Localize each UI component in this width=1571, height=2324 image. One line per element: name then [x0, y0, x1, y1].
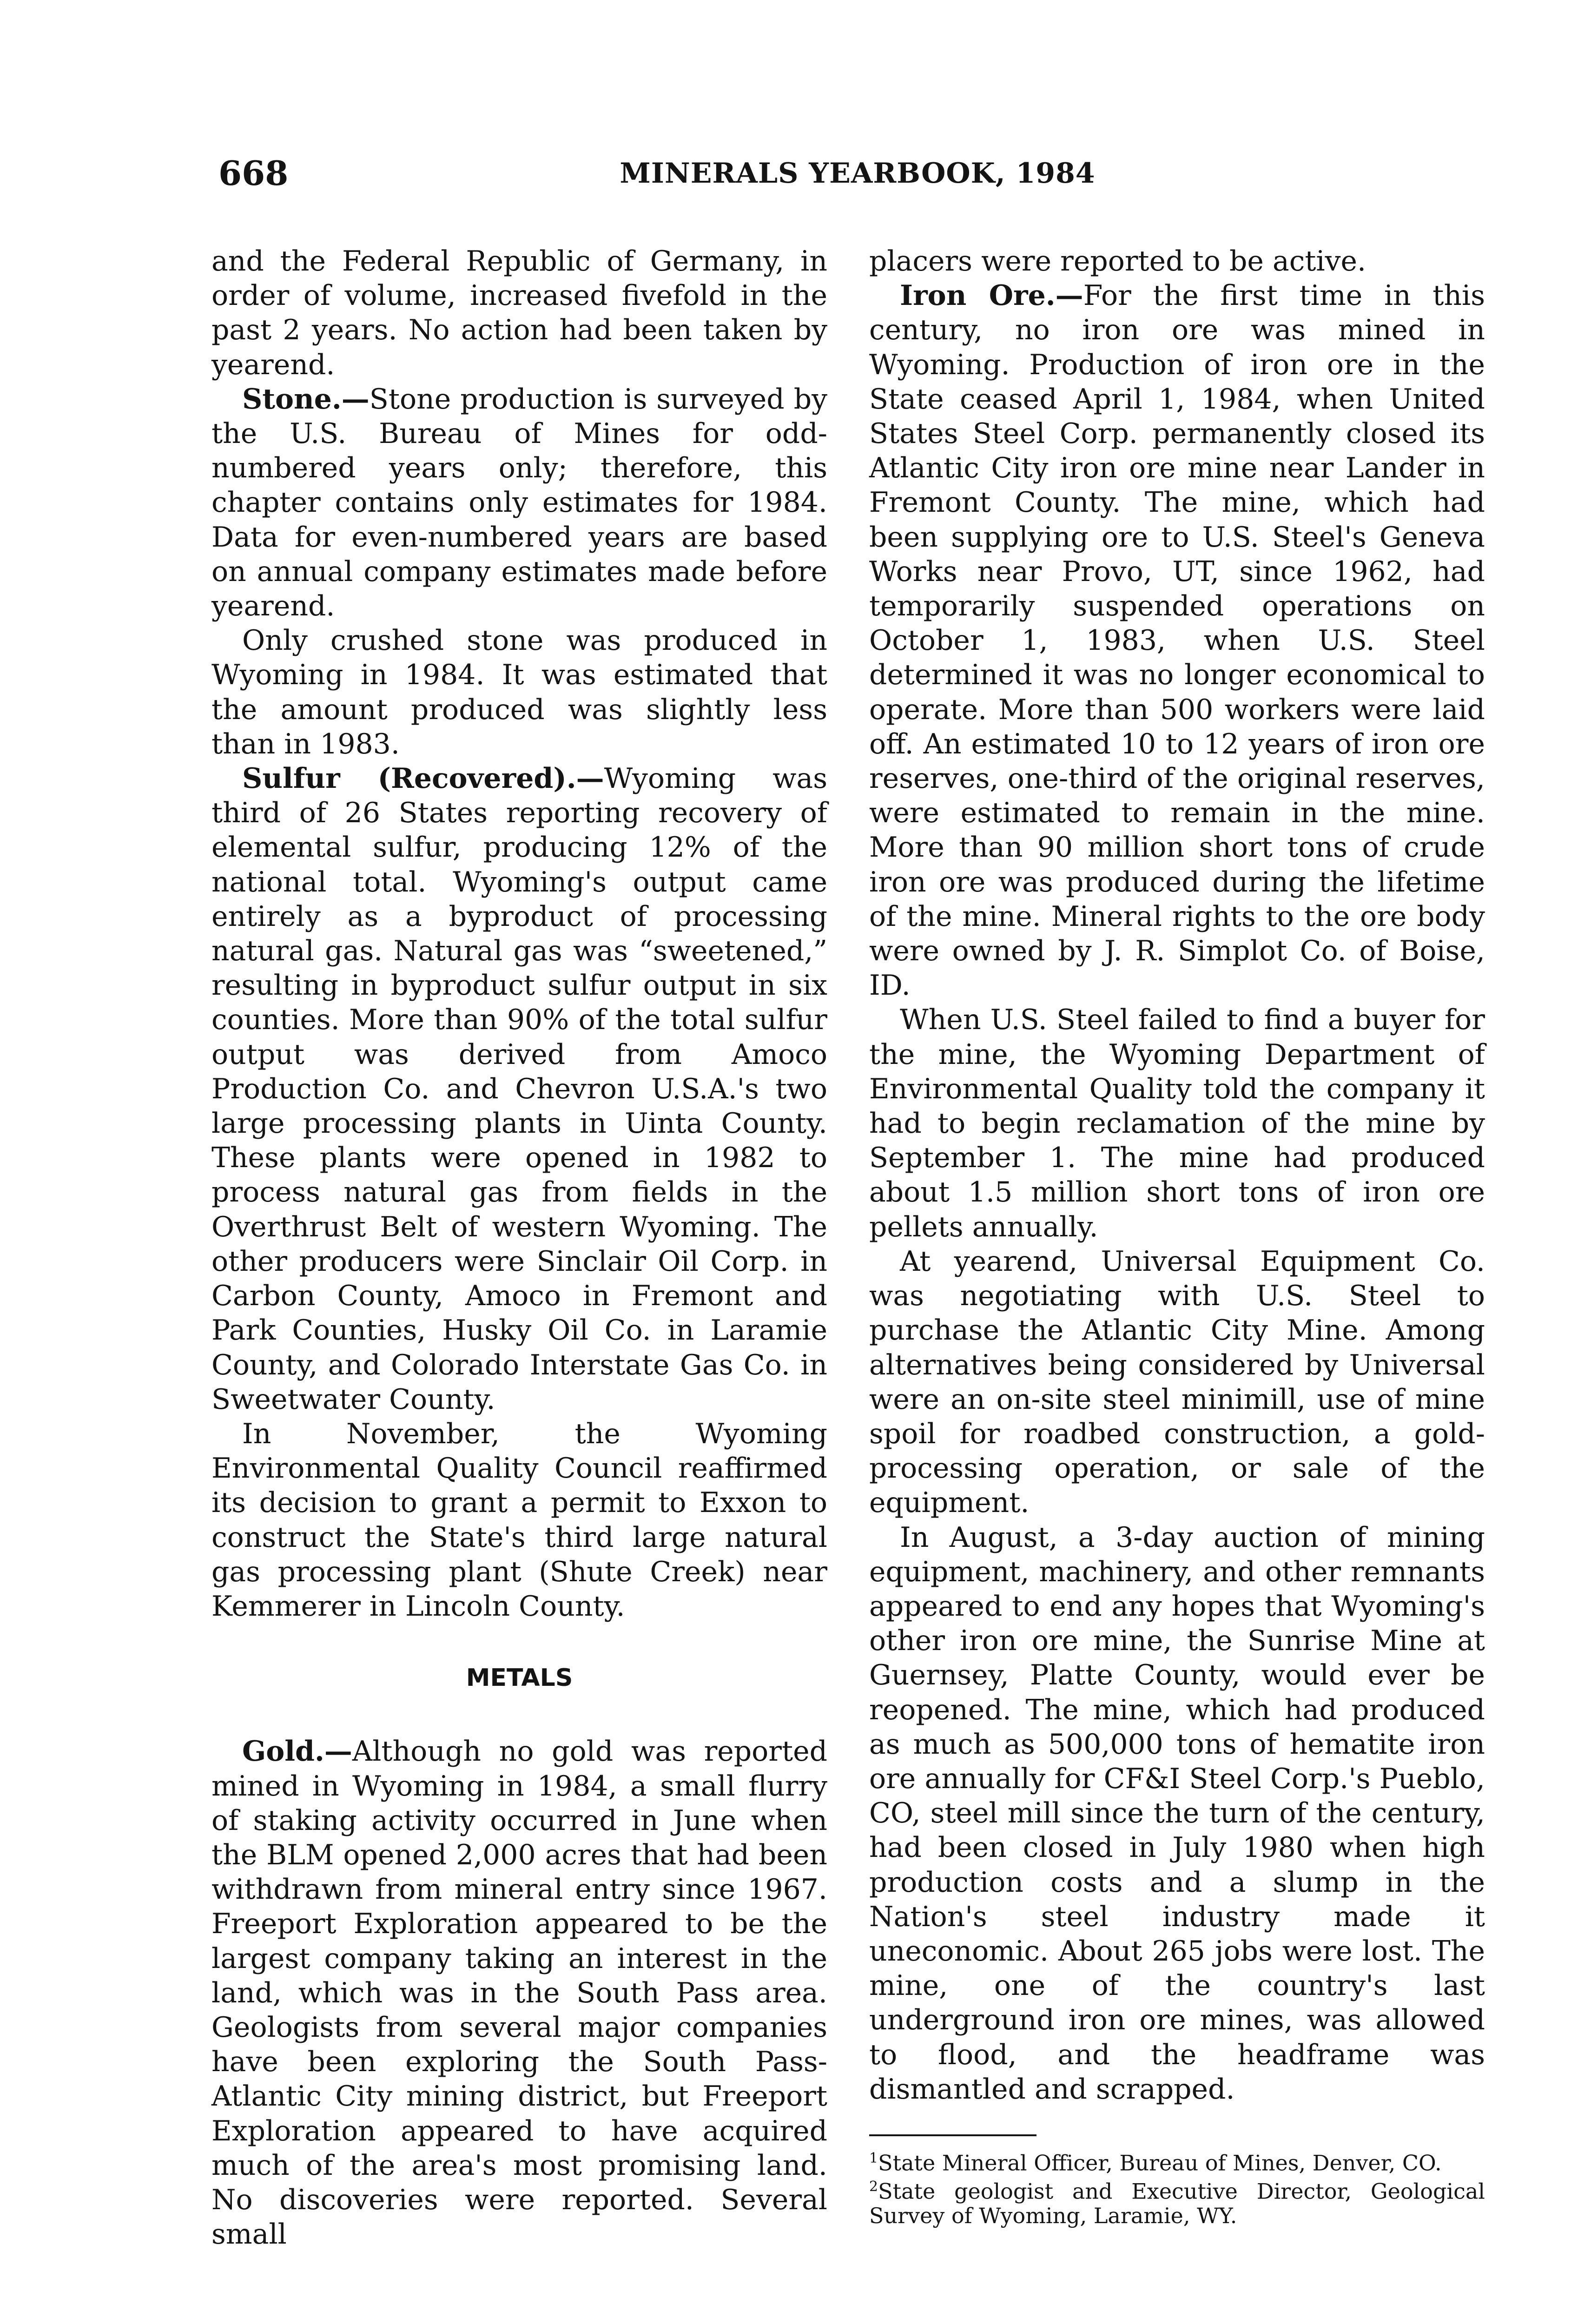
paragraph: Only crushed stone was produced in Wyoming in 1984. It was estimated that the amount produced was slightly less than in 1983.	[211, 624, 827, 760]
right-column	[869, 244, 1485, 2228]
paragraph: In August, a 3-day auction of mining equipment, machinery, and other remnants appeared to end any hopes that Wyoming's other iron ore mine, the Sunrise Mine at Guernsey, Platte County, would ever be reopened. The mine, which had produced as much as 500,000 tons of hematite iron ore annually for CF&I Steel Corp.'s Pueblo, CO, steel mill since the turn of the century, had been closed in July 1980 when high production costs and a slump in the Nation's steel industry made it uneconomic. About 265 jobs were lost. The mine, one of the country's last underground iron ore mines, was allowed to flood, and the headframe was dismantled and scrapped.	[869, 1521, 1485, 2106]
paragraph-stone	[211, 382, 827, 623]
page-header	[218, 153, 1497, 205]
paragraph: At yearend, Universal Equipment Co. was negotiating with U.S. Steel to purchase the Atlantic City Mine. Among alternatives being considered by Universal were an on-site steel minimill, use of mine spoil for roadbed construction, a gold-processing operation, or sale of the equipment.	[869, 1245, 1485, 1519]
paragraph-text: Wyoming was third of 26 States reporting recovery of elemental sulfur, producing 12% of the national total. Wyoming's output came entirely as a byproduct of processing natural gas. Natural gas was “sweetened,” resulting in byproduct sulfur output in six counties. More than 90% of the total sulfur output was derived from Amoco Production Co. and Chevron U.S.A.'s two large processing plants in Uinta County. These plants were opened in 1982 to process natural gas from fields in the Overthrust Belt of western Wyoming. The other producers were Sinclair Oil Corp. in Carbon County, Amoco in Fremont and Park Counties, Husky Oil Co. in Laramie County, and Colorado Interstate Gas Co. in Sweetwater County.	[211, 762, 827, 1416]
paragraph-sulfur	[211, 761, 827, 1417]
paragraph-text: Stone production is surveyed by the U.S. Bureau of Mines for odd-numbered years only; therefore, this chapter contains only estimates for 1984. Data for even-numbered years are based on annual company estimates made before yearend.	[211, 383, 827, 623]
footnote	[869, 2146, 1485, 2175]
paragraph: When U.S. Steel failed to find a buyer for the mine, the Wyoming Department of Environmental Quality told the company it had to begin reclamation of the mine by September 1. The mine had produced about 1.5 million short tons of iron ore pellets annually.	[869, 1004, 1485, 1243]
paragraph-iron-ore	[869, 278, 1485, 1003]
footnote	[869, 2175, 1485, 2227]
run-in-heading: Sulfur (Recovered).—	[242, 762, 604, 795]
paragraph: and the Federal Republic of Germany, in order of volume, increased fivefold in the past 2 years. No action had been taken by yearend.	[211, 245, 827, 381]
footnote-rule	[869, 2134, 1036, 2136]
left-column	[211, 244, 827, 2251]
paragraph: In November, the Wyoming Environmental Quality Council reaffirmed its decision to grant a permit to Exxon to construct the State's third large natural gas processing plant (Shute Creek) near Kemmerer in Lincoln County.	[211, 1417, 827, 1623]
run-in-heading: Iron Ore.—	[900, 279, 1083, 312]
footnote-mark: 1	[869, 2150, 878, 2166]
paragraph-text: Although no gold was reported mined in Wyoming in 1984, a small flurry of staking activity occurred in June when the BLM opened 2,000 acres that had been withdrawn from mineral entry since 1967. Freeport Exploration appeared to be the largest company taking an interest in the land, which was in the South Pass area. Geologists from several major companies have been exploring the South Pass-Atlantic City mining district, but Freeport Exploration appeared to have acquired much of the area's most promising land. No discoveries were reported. Several small	[211, 1735, 827, 2251]
paragraph-gold	[211, 1734, 827, 2251]
running-head: MINERALS YEARBOOK, 1984	[620, 157, 1096, 190]
paragraph-text: For the first time in this century, no iron ore was mined in Wyoming. Production of iron ore in the State ceased April 1, 1984, when United States Steel Corp. permanently closed its Atlantic City iron ore mine near Lander in Fremont County. The mine, which had been supplying ore to U.S. Steel's Geneva Works near Provo, UT, since 1962, had temporarily suspended operations on October 1, 1983, when U.S. Steel determined it was no longer economical to operate. More than 500 workers were laid off. An estimated 10 to 12 years of iron ore reserves, one-third of the original reserves, were estimated to remain in the mine. More than 90 million short tons of crude iron ore was produced during the lifetime of the mine. Mineral rights to the ore body were owned by J. R. Simplot Co. of Boise, ID.	[869, 279, 1485, 1002]
section-heading: METALS	[466, 1664, 573, 1692]
paragraph: placers were reported to be active.	[869, 245, 1366, 277]
page-number: 668	[218, 153, 289, 193]
footnote-text: State Mineral Officer, Bureau of Mines, Denver, CO.	[878, 2150, 1442, 2176]
run-in-heading: Gold.—	[242, 1735, 352, 1768]
footnote-mark: 2	[869, 2179, 878, 2195]
run-in-heading: Stone.—	[242, 383, 370, 416]
footnote-text: State geologist and Executive Director, Geological Survey of Wyoming, Laramie, WY.	[869, 2179, 1485, 2228]
